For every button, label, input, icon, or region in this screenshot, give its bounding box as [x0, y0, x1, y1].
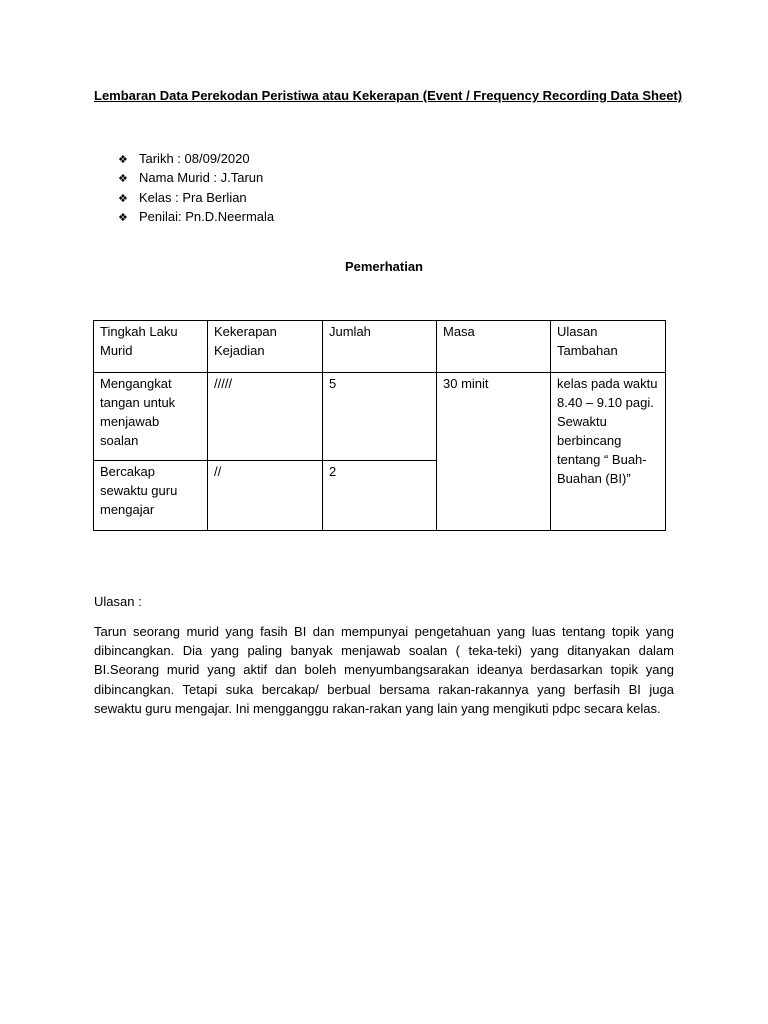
- info-item-student-name: [118, 168, 274, 187]
- info-item-assessor: [118, 207, 274, 226]
- table-header-cell: Ulasan Tambahan: [551, 321, 666, 373]
- diamond-bullet-icon: ❖: [118, 154, 128, 166]
- tally-cell: /////: [208, 373, 323, 461]
- diamond-bullet-icon: ❖: [118, 173, 128, 186]
- note-cell: kelas pada waktu 8.40 – 9.10 pagi. Sewaktu berbincang tentang “ Buah-Buahan (BI)”: [551, 373, 666, 531]
- observation-table: [93, 320, 666, 531]
- remarks-paragraph: Tarun seorang murid yang fasih BI dan mempunyai pengetahuan yang luas tentang topik yang dibincangkan. Dia yang paling banyak menjawab soalan ( teka-teki) yang ditanyakan dalam BI.Seorang murid yang aktif dan boleh menyumbangsarakan ideanya berdasarkan topik yang dibincangkan. Tetapi suka bercakap/ berbual bersama rakan-rakannya yang berfasih BI juga sewaktu guru mengajar. Ini mengganggu rakan-rakan yang lain yang mengikuti pdpc secara kelas.: [94, 624, 674, 716]
- info-item-text: Penilai: Pn.D.Neermala: [139, 209, 275, 225]
- info-item-text: Nama Murid : J.Tarun: [139, 170, 264, 186]
- total-cell: 2: [323, 461, 437, 531]
- table-header-cell: Masa: [437, 321, 551, 373]
- info-item-class: [118, 188, 274, 207]
- page-title: Lembaran Data Perekodan Peristiwa atau Kekerapan (Event / Frequency Recording Data Sheet): [94, 88, 683, 103]
- diamond-bullet-icon: ❖: [118, 212, 128, 225]
- diamond-bullet-icon: ❖: [118, 192, 128, 205]
- table-row: [94, 373, 666, 461]
- behaviour-cell: Bercakap sewaktu guru mengajar: [94, 461, 208, 531]
- remarks-label: Ulasan :: [94, 594, 142, 609]
- table-header-cell: Jumlah: [323, 321, 437, 373]
- table-header-row: [94, 321, 666, 373]
- total-cell: 5: [323, 373, 437, 461]
- info-item-text: Tarikh : 08/09/2020: [139, 151, 250, 166]
- tally-cell: //: [208, 461, 323, 531]
- table-header-cell: Tingkah Laku Murid: [94, 321, 208, 373]
- duration-cell: 30 minit: [437, 373, 551, 531]
- section-heading: Pemerhatian: [344, 259, 424, 274]
- behaviour-cell: Mengangkat tangan untuk menjawab soalan: [94, 373, 208, 461]
- info-item-text: Kelas : Pra Berlian: [139, 189, 247, 205]
- info-item-date: [118, 149, 274, 168]
- info-list: [118, 149, 274, 227]
- table-header-cell: Kekerapan Kejadian: [208, 321, 323, 373]
